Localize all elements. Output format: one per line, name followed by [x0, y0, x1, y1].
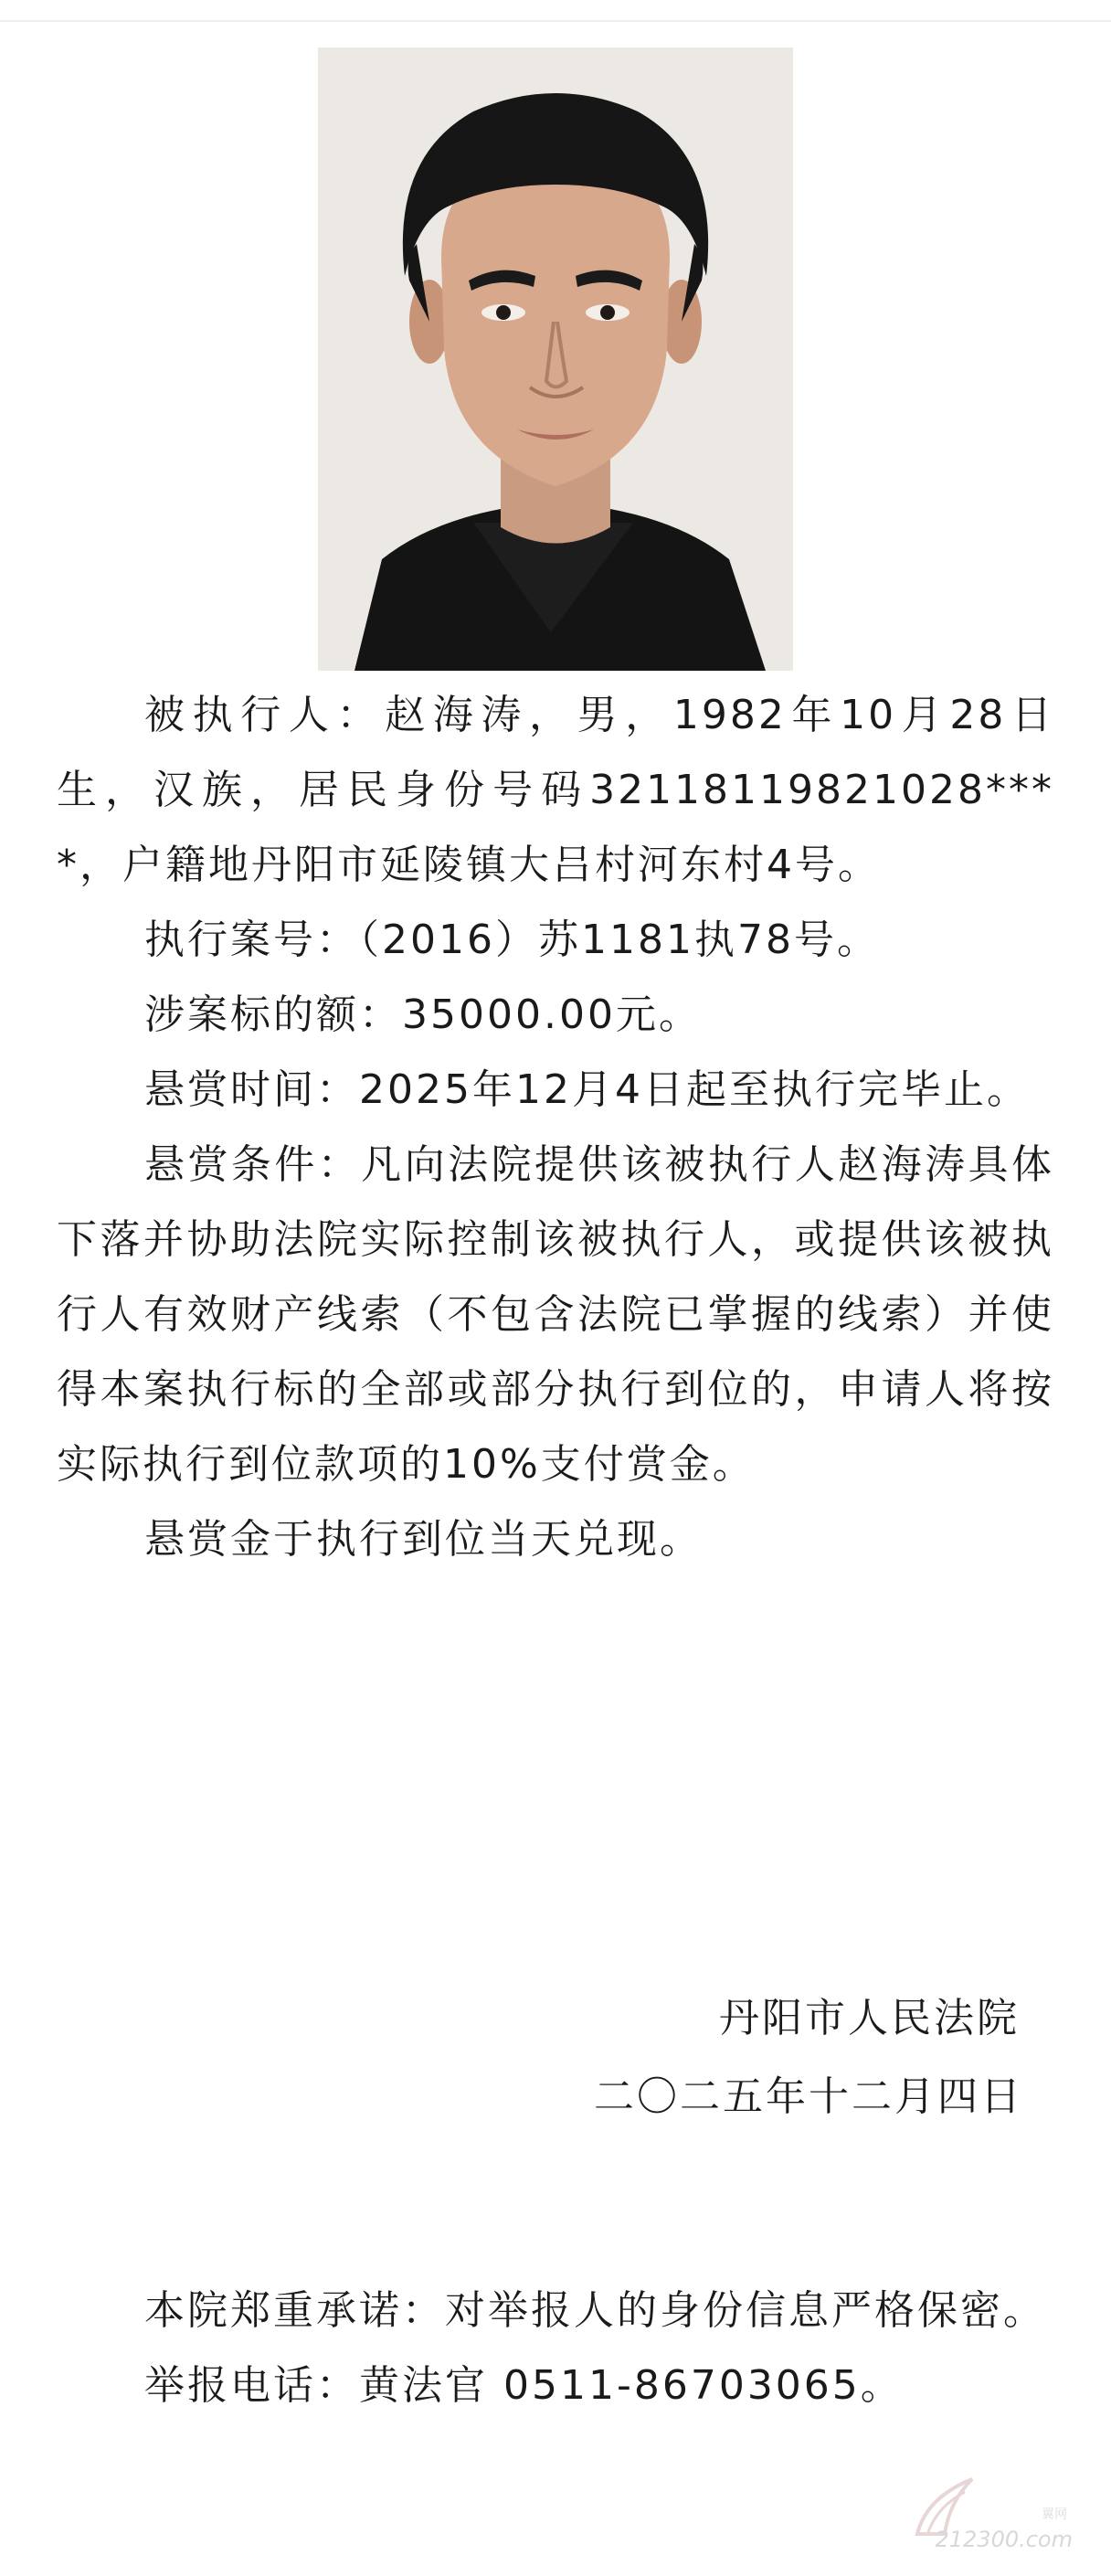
- paragraph-reward-period: 悬赏时间：2025年12月4日起至执行完毕止。: [144, 1066, 1030, 1113]
- suspect-portrait-photo: [318, 48, 793, 671]
- portrait-photo-icon: [318, 48, 793, 671]
- paragraph-case-number: 执行案号：（2016）苏1181执78号。: [144, 917, 880, 963]
- signature-court: 丹阳市人民法院: [719, 1995, 1020, 2041]
- paragraph-amount: 涉案标的额：35000.00元。: [144, 991, 702, 1038]
- notice-footer: [57, 2274, 1054, 2423]
- top-divider: [0, 20, 1111, 22]
- watermark-site: 212300.com: [935, 2527, 1073, 2552]
- watermark-brand: 翼网: [1042, 2507, 1067, 2522]
- paragraph-report-phone: 举报电话：黄法官 0511-86703065。: [144, 2362, 904, 2409]
- paragraph-confidentiality-promise: 本院郑重承诺：对举报人的身份信息严格保密。: [144, 2287, 1046, 2334]
- paragraph-reward-payment: 悬赏金于执行到位当天兑现。: [144, 1516, 703, 1563]
- paragraph-debtor-info: 被执行人：赵海涛，男，1982年10月28日生，汉族，居民身份号码32118119821028****，户籍地丹阳市延陵镇大吕村河东村4号。: [57, 692, 1054, 888]
- notice-body: [57, 678, 1054, 1577]
- paragraph-reward-conditions: 悬赏条件：凡向法院提供该被执行人赵海涛具体下落并协助法院实际控制该被执行人，或提供该被执行人有效财产线索（不包含法院已掌握的线索）并使得本案执行标的全部或部分执行到位的，申请人将按实际执行到位款项的10%支付赏金。: [57, 1141, 1054, 1488]
- signature-date: 二〇二五年十二月四日: [594, 2073, 1023, 2120]
- site-watermark: [899, 2477, 1073, 2560]
